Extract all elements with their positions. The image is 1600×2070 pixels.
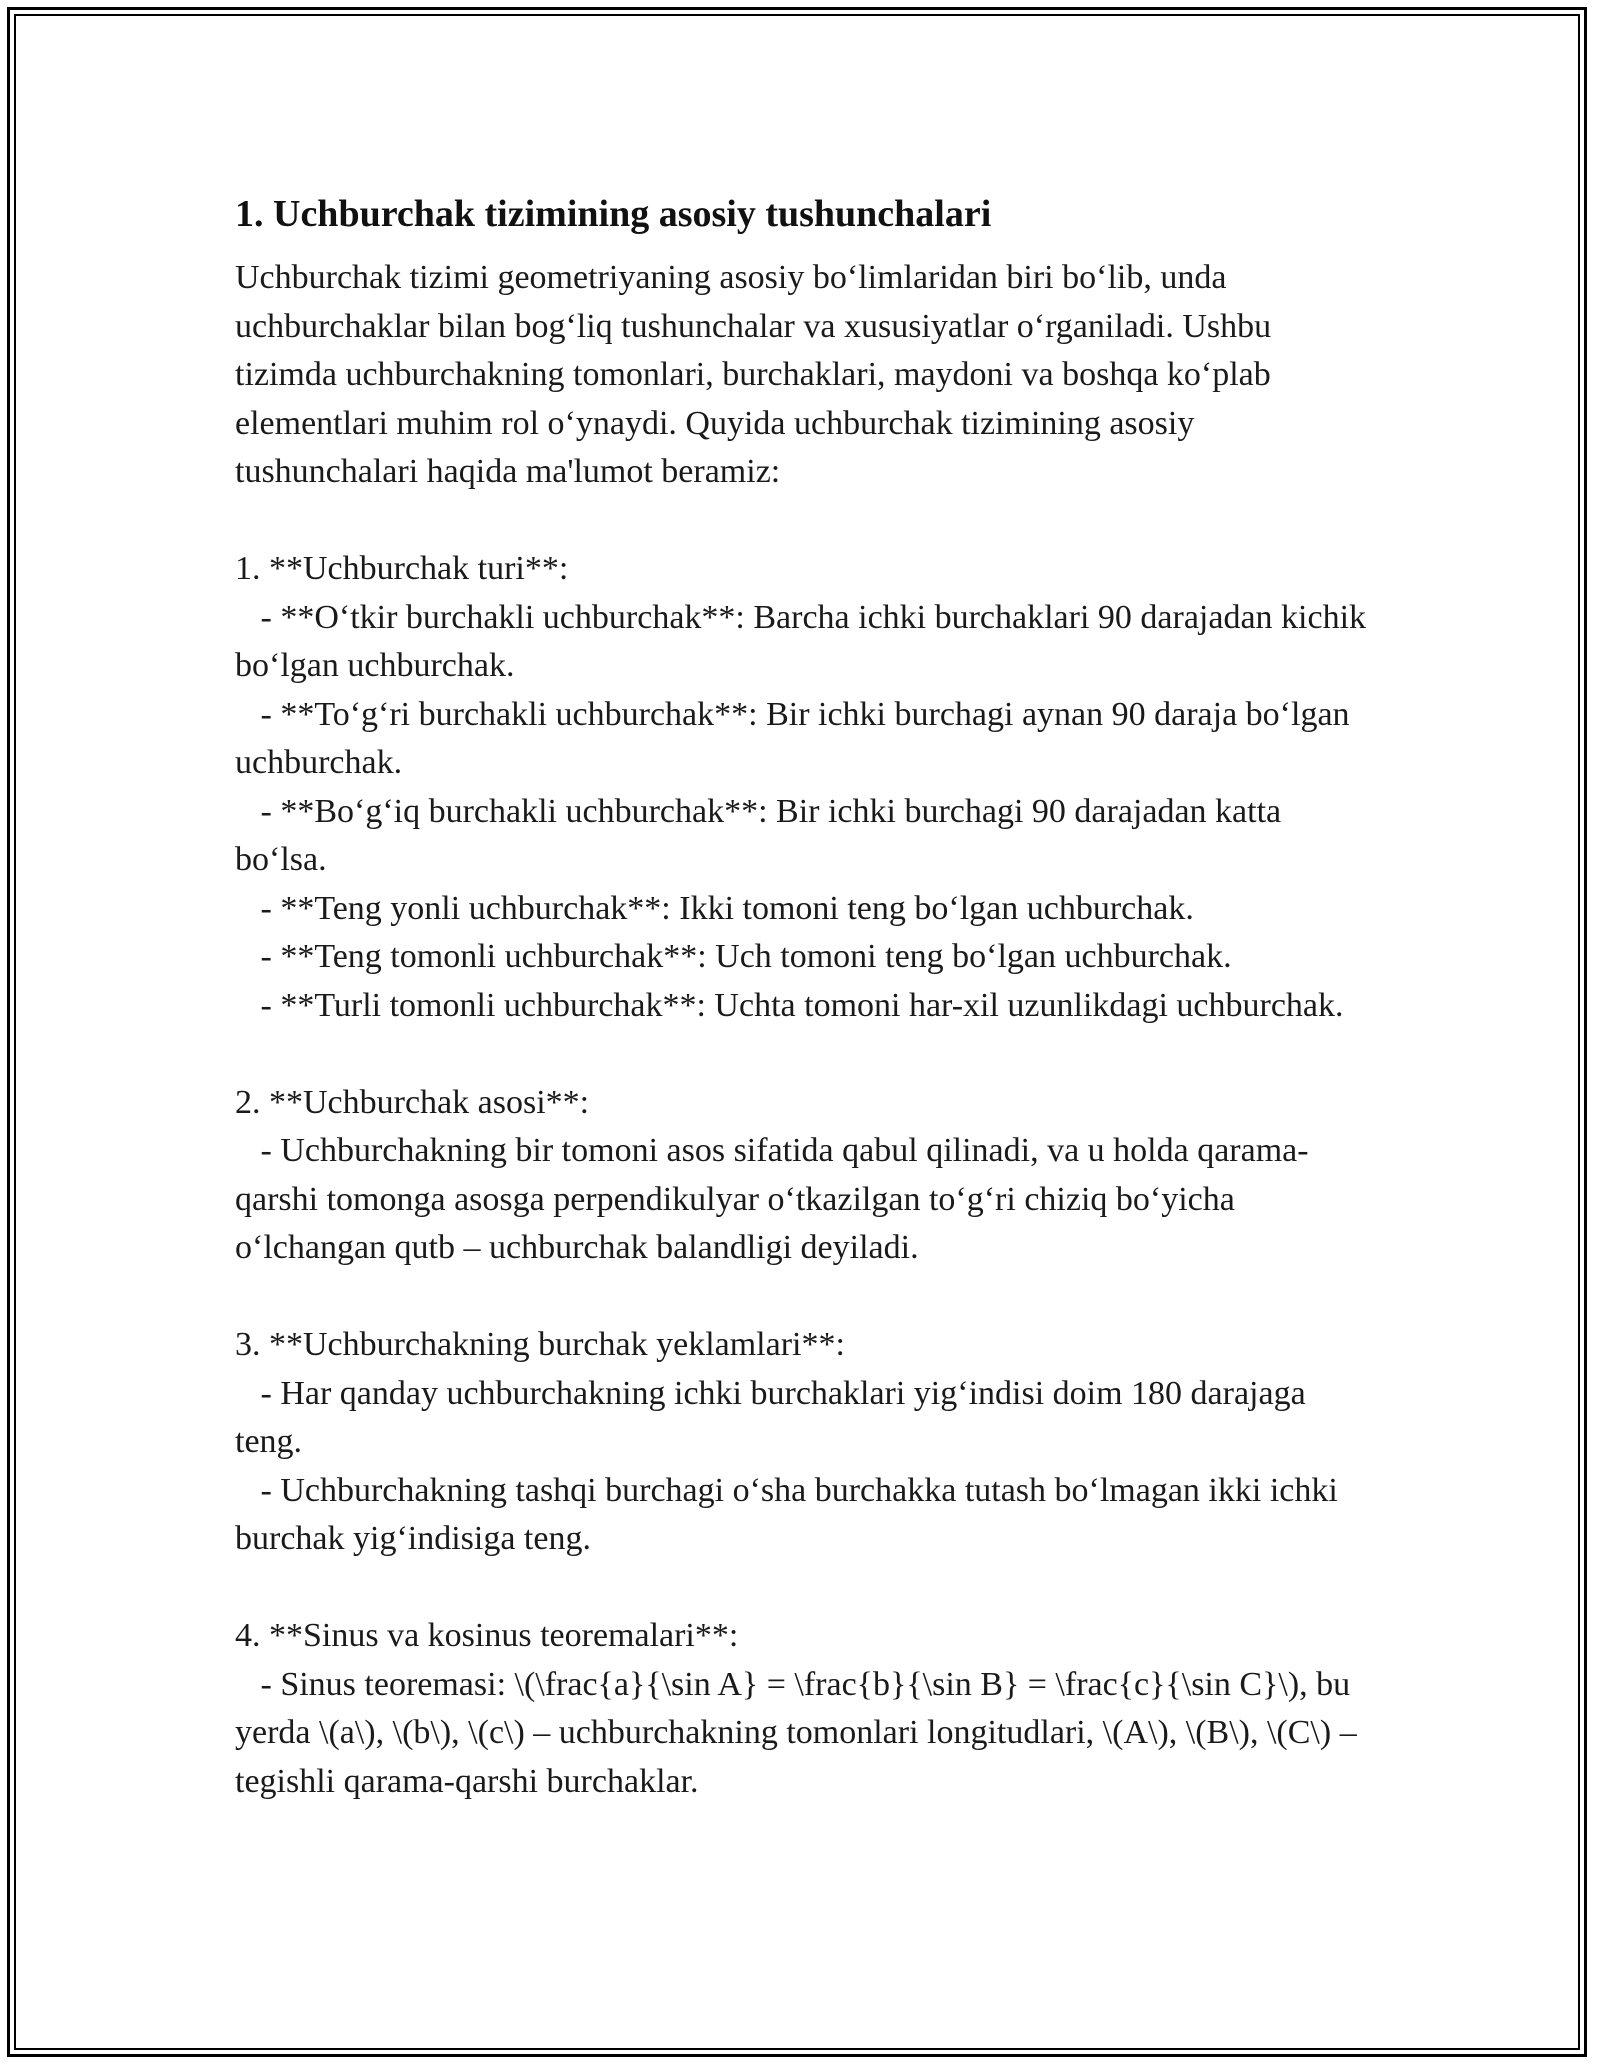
- list-item: - **Teng tomonli uchburchak**: Uch tomoni teng bo‘lgan uchburchak.: [235, 938, 1232, 975]
- list-item: - **To‘g‘ri burchakli uchburchak**: Bir ichki burchagi aynan 90 daraja bo‘lgan uchburchak.: [235, 695, 1359, 781]
- spacer: [235, 1030, 1375, 1079]
- intro-paragraph: Uchburchak tizimi geometriyaning asosiy bo‘limlaridan biri bo‘lib, unda uchburchaklar bilan bog‘liq tushunchalar va xususiyatlar o‘rganiladi. Ushbu tizimda uchburchakning tomonlari, burchaklari, maydoni va boshqa ko‘plab elementlari muhim rol o‘ynaydi. Quyida uchburchak tizimining asosiy tushunchalari haqida ma'lumot beramiz:: [235, 259, 1272, 490]
- section-title: 2. **Uchburchak asosi**:: [235, 1083, 590, 1121]
- list-item: - Sinus teoremasi: \(\frac{a}{\sin A} = \frac{b}{\sin B} = \frac{c}{\sin C}\), bu yerda \(a\), \(b\), \(c\) – uchburchakning tomonlari longitudlari, \(A\), \(B\), \(C\) – tegishli qarama-qarshi burchaklar.: [235, 1665, 1366, 1800]
- list-item: - **Turli tomonli uchburchak**: Uchta tomoni har-xil uzunlikdagi uchburchak.: [235, 986, 1344, 1024]
- section-title: 3. **Uchburchakning burchak yeklamlari**:: [235, 1326, 845, 1363]
- section-4: [235, 1612, 1375, 1806]
- spacer: [235, 1273, 1375, 1322]
- list-item: - Har qanday uchburchakning ichki burchaklari yig‘indisi doim 180 darajaga teng.: [235, 1374, 1315, 1460]
- list-item: - **O‘tkir burchakli uchburchak**: Barcha ichki burchaklari 90 darajadan kichik bo‘lgan uchburchak.: [235, 598, 1375, 684]
- section-title: 4. **Sinus va kosinus teoremalari**:: [235, 1617, 739, 1654]
- spacer: [235, 1564, 1375, 1613]
- list-item: - Uchburchakning tashqi burchagi o‘sha burchakka tutash bo‘lmagan ikki ichki burchak yig‘indisiga teng.: [235, 1471, 1347, 1557]
- list-item: - **Teng yonli uchburchak**: Ikki tomoni teng bo‘lgan uchburchak.: [235, 889, 1194, 927]
- list-item: - **Bo‘g‘iq burchakli uchburchak**: Bir ichki burchagi 90 darajadan katta bo‘lsa.: [235, 792, 1290, 878]
- list-item: - Uchburchakning bir tomoni asos sifatida qabul qilinadi, va u holda qarama-qarshi tomonga asosga perpendikulyar o‘tkazilgan to‘g‘ri chiziq bo‘yicha o‘lchangan qutb – uchburchak balandligi deyiladi.: [235, 1132, 1309, 1266]
- section-2: [235, 1079, 1375, 1273]
- document-body: [235, 188, 1375, 1806]
- section-heading: 1. Uchburchak tizimining asosiy tushunchalari: [235, 193, 992, 235]
- section-1: [235, 545, 1375, 1030]
- section-3: [235, 1321, 1375, 1564]
- section-title: 1. **Uchburchak turi**:: [235, 550, 569, 587]
- spacer: [235, 497, 1375, 546]
